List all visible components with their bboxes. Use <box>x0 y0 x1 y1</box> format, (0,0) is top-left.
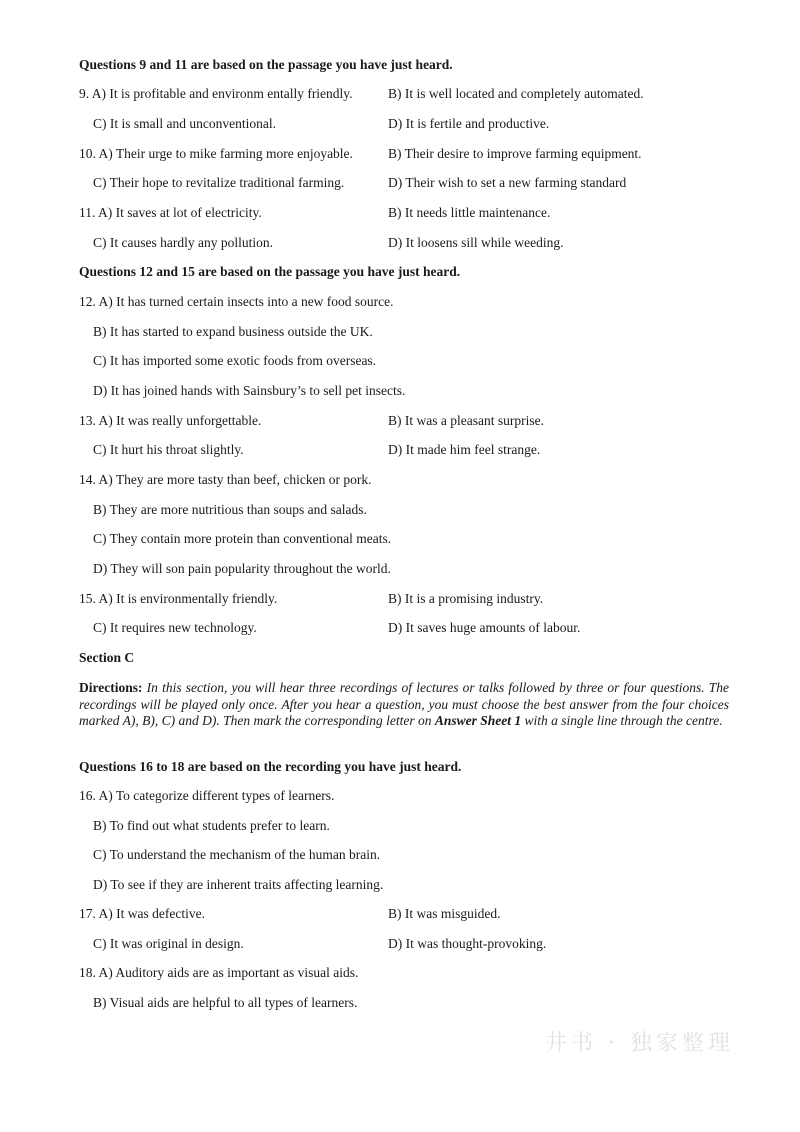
q11-option-b: B) It needs little maintenance. <box>388 205 551 220</box>
q14-option-b: B) They are more nutritious than soups and salads. <box>93 502 367 517</box>
section-heading-q9-11: Questions 9 and 11 are based on the passage you have just heard. <box>79 57 453 72</box>
q15-option-d: D) It saves huge amounts of labour. <box>388 620 581 635</box>
q17-option-d: D) It was thought-provoking. <box>388 936 547 951</box>
directions-text-1: In this section, you will hear three recordings of lectures or talks followed by three or four questions. The recordings will be played only once. After you hear a question, you must choose the best answer from the four choices marked A), B), C) and D). Then mark the corresponding letter on <box>79 680 730 728</box>
q16-option-a: 16. A) To categorize different types of learners. <box>79 788 335 803</box>
q14-option-a: 14. A) They are more tasty than beef, chicken or pork. <box>79 472 372 487</box>
q11-option-c: C) It causes hardly any pollution. <box>93 235 273 250</box>
q13-option-c: C) It hurt his throat slightly. <box>93 442 244 457</box>
q9-option-b: B) It is well located and completely automated. <box>388 86 644 101</box>
q17-option-c: C) It was original in design. <box>93 936 244 951</box>
section-heading-q12-15: Questions 12 and 15 are based on the passage you have just heard. <box>79 264 461 279</box>
section-c-title: Section C <box>79 650 135 665</box>
q12-option-a: 12. A) It has turned certain insects into a new food source. <box>79 294 394 309</box>
q13-option-a: 13. A) It was really unforgettable. <box>79 413 262 428</box>
q10-option-c: C) Their hope to revitalize traditional farming. <box>93 175 345 190</box>
q10-option-b: B) Their desire to improve farming equipment. <box>388 146 642 161</box>
q9-option-a: 9. A) It is profitable and environm entally friendly. <box>79 86 353 101</box>
section-c-directions <box>79 680 729 730</box>
q16-option-b: B) To find out what students prefer to learn. <box>93 818 330 833</box>
q17-option-b: B) It was misguided. <box>388 906 501 921</box>
q14-option-d: D) They will son pain popularity throughout the world. <box>93 561 391 576</box>
q9-option-c: C) It is small and unconventional. <box>93 116 276 131</box>
q11-option-d: D) It loosens sill while weeding. <box>388 235 564 250</box>
q15-option-c: C) It requires new technology. <box>93 620 257 635</box>
directions-label: Directions: <box>79 680 143 695</box>
q12-option-c: C) It has imported some exotic foods from overseas. <box>93 353 377 368</box>
q9-option-d: D) It is fertile and productive. <box>388 116 550 131</box>
answer-sheet-reference: Answer Sheet 1 <box>434 713 522 728</box>
q10-option-d: D) Their wish to set a new farming standard <box>388 175 627 190</box>
q15-option-a: 15. A) It is environmentally friendly. <box>79 591 278 606</box>
q14-option-c: C) They contain more protein than conventional meats. <box>93 531 392 546</box>
directions-text-2: with a single line through the centre. <box>524 713 723 728</box>
q10-option-a: 10. A) Their urge to mike farming more enjoyable. <box>79 146 353 161</box>
q16-option-d: D) To see if they are inherent traits affecting learning. <box>93 877 384 892</box>
q11-option-a: 11. A) It saves at lot of electricity. <box>79 205 262 220</box>
q17-option-a: 17. A) It was defective. <box>79 906 205 921</box>
watermark-footer: 井书 · 独家整理 <box>545 1031 734 1056</box>
q16-option-c: C) To understand the mechanism of the human brain. <box>93 847 381 862</box>
section-heading-q16-18: Questions 16 to 18 are based on the recording you have just heard. <box>79 759 462 774</box>
q18-option-a: 18. A) Auditory aids are as important as visual aids. <box>79 965 359 980</box>
q12-option-d: D) It has joined hands with Sainsbury’s to sell pet insects. <box>93 383 406 398</box>
q18-option-b: B) Visual aids are helpful to all types of learners. <box>93 995 358 1010</box>
q13-option-b: B) It was a pleasant surprise. <box>388 413 544 428</box>
q12-option-b: B) It has started to expand business outside the UK. <box>93 324 373 339</box>
q13-option-d: D) It made him feel strange. <box>388 442 541 457</box>
q15-option-b: B) It is a promising industry. <box>388 591 544 606</box>
